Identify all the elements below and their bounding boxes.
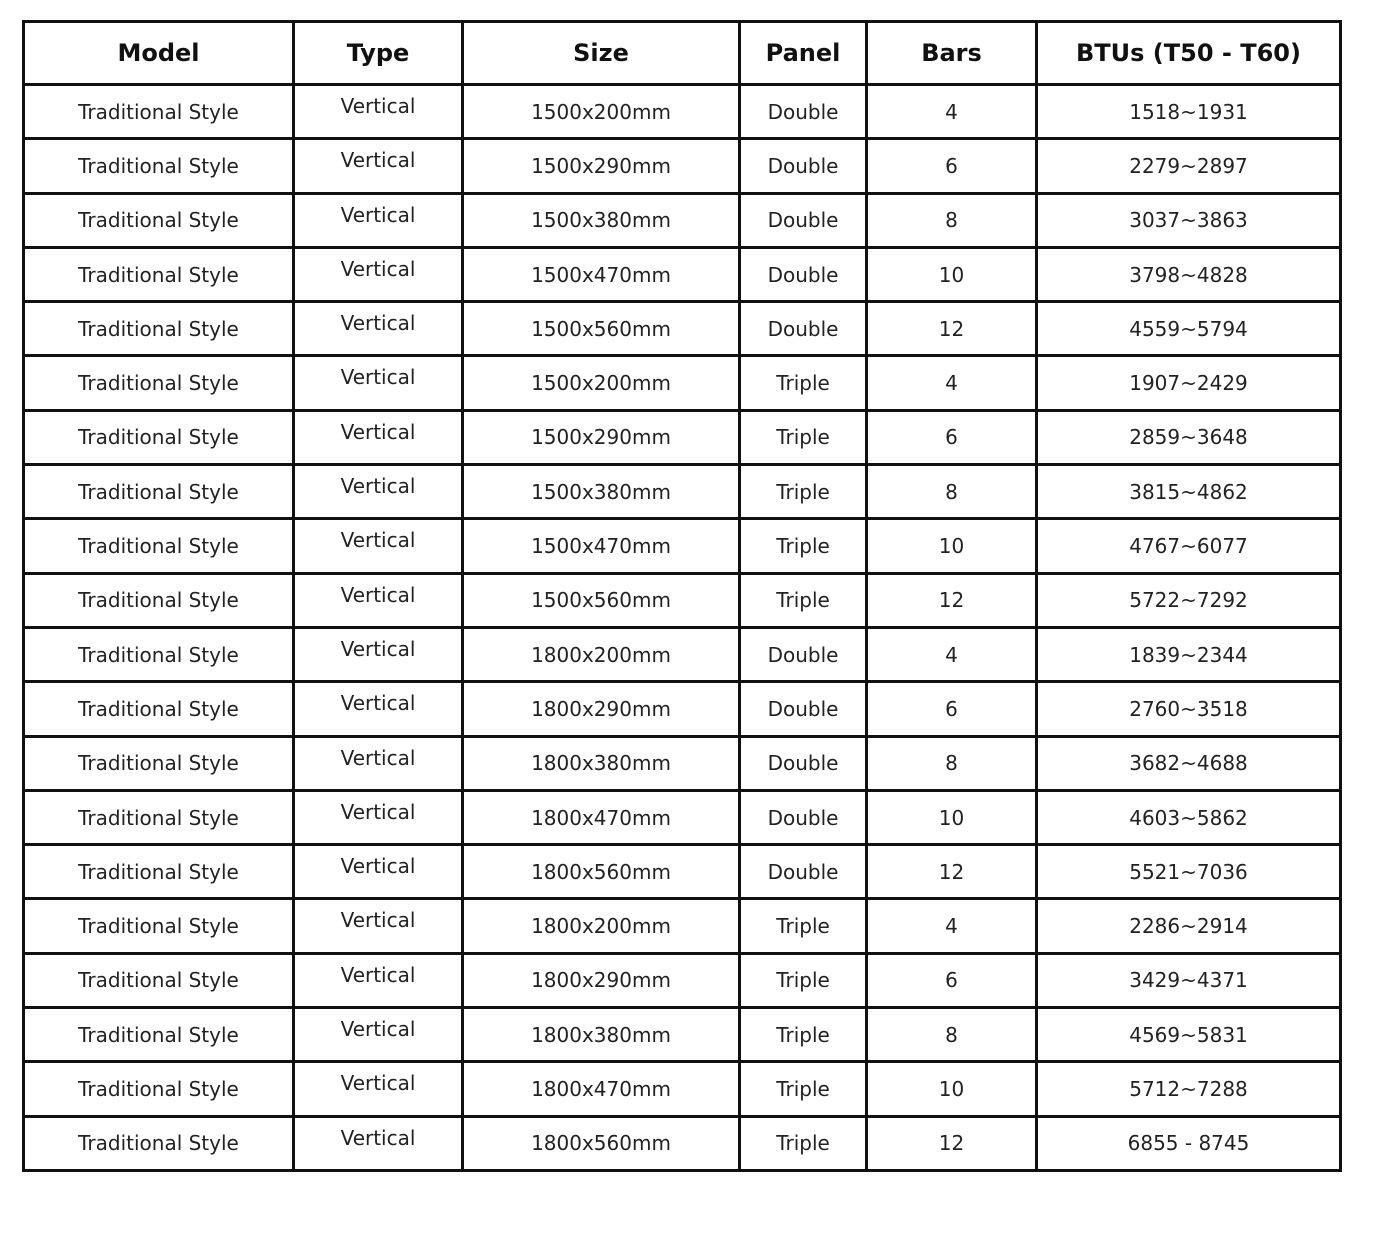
cell-size: 1500x290mm [463, 139, 740, 193]
cell-btus: 2279~2897 [1037, 139, 1341, 193]
cell-bars: 12 [867, 845, 1037, 899]
header-row [24, 22, 1341, 85]
header-btus: BTUs (T50 - T60) [1037, 22, 1341, 85]
cell-model: Traditional Style [24, 573, 294, 627]
cell-size: 1800x290mm [463, 682, 740, 736]
cell-size: 1500x560mm [463, 302, 740, 356]
cell-type: Vertical [294, 465, 463, 519]
cell-btus: 2760~3518 [1037, 682, 1341, 736]
cell-type: Vertical [294, 85, 463, 139]
header-panel: Panel [740, 22, 867, 85]
cell-model: Traditional Style [24, 302, 294, 356]
cell-bars: 8 [867, 1008, 1037, 1062]
cell-model: Traditional Style [24, 1116, 294, 1170]
cell-bars: 8 [867, 736, 1037, 790]
cell-model: Traditional Style [24, 410, 294, 464]
cell-type: Vertical [294, 193, 463, 247]
table-row [24, 465, 1341, 519]
cell-panel: Triple [740, 519, 867, 573]
cell-model: Traditional Style [24, 85, 294, 139]
cell-size: 1500x380mm [463, 465, 740, 519]
cell-btus: 3798~4828 [1037, 247, 1341, 301]
cell-panel: Double [740, 302, 867, 356]
cell-bars: 6 [867, 410, 1037, 464]
cell-bars: 8 [867, 465, 1037, 519]
cell-model: Traditional Style [24, 1008, 294, 1062]
table-row [24, 682, 1341, 736]
table-row [24, 1062, 1341, 1116]
cell-model: Traditional Style [24, 627, 294, 681]
cell-model: Traditional Style [24, 682, 294, 736]
cell-size: 1800x560mm [463, 1116, 740, 1170]
cell-panel: Double [740, 682, 867, 736]
cell-bars: 4 [867, 85, 1037, 139]
header-model: Model [24, 22, 294, 85]
cell-bars: 10 [867, 790, 1037, 844]
cell-btus: 5521~7036 [1037, 845, 1341, 899]
table-row [24, 410, 1341, 464]
cell-btus: 3815~4862 [1037, 465, 1341, 519]
table-row [24, 953, 1341, 1007]
cell-model: Traditional Style [24, 356, 294, 410]
cell-btus: 3682~4688 [1037, 736, 1341, 790]
cell-btus: 1839~2344 [1037, 627, 1341, 681]
cell-bars: 4 [867, 627, 1037, 681]
cell-model: Traditional Style [24, 899, 294, 953]
cell-size: 1500x470mm [463, 247, 740, 301]
table-row [24, 790, 1341, 844]
cell-panel: Triple [740, 1062, 867, 1116]
cell-size: 1500x200mm [463, 356, 740, 410]
cell-type: Vertical [294, 627, 463, 681]
cell-size: 1800x200mm [463, 627, 740, 681]
cell-type: Vertical [294, 845, 463, 899]
cell-btus: 4559~5794 [1037, 302, 1341, 356]
cell-size: 1800x470mm [463, 790, 740, 844]
cell-panel: Double [740, 736, 867, 790]
cell-size: 1500x290mm [463, 410, 740, 464]
cell-panel: Double [740, 627, 867, 681]
cell-bars: 12 [867, 573, 1037, 627]
cell-model: Traditional Style [24, 247, 294, 301]
cell-model: Traditional Style [24, 736, 294, 790]
cell-type: Vertical [294, 1116, 463, 1170]
cell-bars: 10 [867, 1062, 1037, 1116]
radiator-spec-table [22, 20, 1342, 1172]
cell-panel: Triple [740, 465, 867, 519]
cell-model: Traditional Style [24, 953, 294, 1007]
cell-model: Traditional Style [24, 139, 294, 193]
cell-size: 1500x380mm [463, 193, 740, 247]
table-row [24, 899, 1341, 953]
cell-bars: 6 [867, 682, 1037, 736]
cell-btus: 2859~3648 [1037, 410, 1341, 464]
cell-panel: Double [740, 139, 867, 193]
cell-size: 1800x290mm [463, 953, 740, 1007]
cell-bars: 4 [867, 356, 1037, 410]
cell-type: Vertical [294, 139, 463, 193]
cell-type: Vertical [294, 899, 463, 953]
header-size: Size [463, 22, 740, 85]
cell-model: Traditional Style [24, 193, 294, 247]
cell-size: 1500x470mm [463, 519, 740, 573]
cell-size: 1800x470mm [463, 1062, 740, 1116]
cell-panel: Triple [740, 573, 867, 627]
cell-type: Vertical [294, 519, 463, 573]
cell-bars: 6 [867, 139, 1037, 193]
cell-size: 1800x560mm [463, 845, 740, 899]
cell-size: 1500x200mm [463, 85, 740, 139]
header-bars: Bars [867, 22, 1037, 85]
cell-type: Vertical [294, 1062, 463, 1116]
table-row [24, 736, 1341, 790]
cell-panel: Double [740, 85, 867, 139]
cell-panel: Triple [740, 953, 867, 1007]
cell-panel: Triple [740, 410, 867, 464]
table-row [24, 627, 1341, 681]
table-row [24, 302, 1341, 356]
cell-btus: 2286~2914 [1037, 899, 1341, 953]
cell-btus: 4767~6077 [1037, 519, 1341, 573]
header-type: Type [294, 22, 463, 85]
cell-bars: 10 [867, 247, 1037, 301]
cell-model: Traditional Style [24, 465, 294, 519]
cell-panel: Double [740, 790, 867, 844]
cell-type: Vertical [294, 736, 463, 790]
cell-btus: 5722~7292 [1037, 573, 1341, 627]
cell-bars: 4 [867, 899, 1037, 953]
table-body [24, 85, 1341, 1171]
cell-bars: 12 [867, 302, 1037, 356]
cell-size: 1800x380mm [463, 736, 740, 790]
cell-bars: 10 [867, 519, 1037, 573]
cell-panel: Triple [740, 1116, 867, 1170]
table-header [24, 22, 1341, 85]
table-row [24, 85, 1341, 139]
cell-bars: 12 [867, 1116, 1037, 1170]
cell-type: Vertical [294, 410, 463, 464]
cell-type: Vertical [294, 356, 463, 410]
cell-type: Vertical [294, 247, 463, 301]
cell-panel: Triple [740, 356, 867, 410]
cell-btus: 4569~5831 [1037, 1008, 1341, 1062]
cell-type: Vertical [294, 573, 463, 627]
cell-type: Vertical [294, 302, 463, 356]
cell-bars: 6 [867, 953, 1037, 1007]
cell-btus: 3429~4371 [1037, 953, 1341, 1007]
table-row [24, 1008, 1341, 1062]
cell-model: Traditional Style [24, 790, 294, 844]
cell-type: Vertical [294, 682, 463, 736]
table-row [24, 356, 1341, 410]
table-row [24, 1116, 1341, 1170]
table-row [24, 845, 1341, 899]
cell-panel: Double [740, 193, 867, 247]
table-row [24, 519, 1341, 573]
cell-btus: 4603~5862 [1037, 790, 1341, 844]
cell-panel: Triple [740, 1008, 867, 1062]
cell-panel: Double [740, 845, 867, 899]
cell-type: Vertical [294, 790, 463, 844]
cell-bars: 8 [867, 193, 1037, 247]
cell-size: 1800x380mm [463, 1008, 740, 1062]
table-row [24, 193, 1341, 247]
cell-btus: 1907~2429 [1037, 356, 1341, 410]
cell-type: Vertical [294, 1008, 463, 1062]
cell-model: Traditional Style [24, 845, 294, 899]
cell-btus: 5712~7288 [1037, 1062, 1341, 1116]
cell-panel: Triple [740, 899, 867, 953]
table-row [24, 573, 1341, 627]
cell-model: Traditional Style [24, 519, 294, 573]
cell-btus: 1518~1931 [1037, 85, 1341, 139]
table-row [24, 247, 1341, 301]
cell-model: Traditional Style [24, 1062, 294, 1116]
cell-panel: Double [740, 247, 867, 301]
cell-size: 1500x560mm [463, 573, 740, 627]
cell-size: 1800x200mm [463, 899, 740, 953]
cell-btus: 6855 - 8745 [1037, 1116, 1341, 1170]
cell-btus: 3037~3863 [1037, 193, 1341, 247]
table-row [24, 139, 1341, 193]
cell-type: Vertical [294, 953, 463, 1007]
